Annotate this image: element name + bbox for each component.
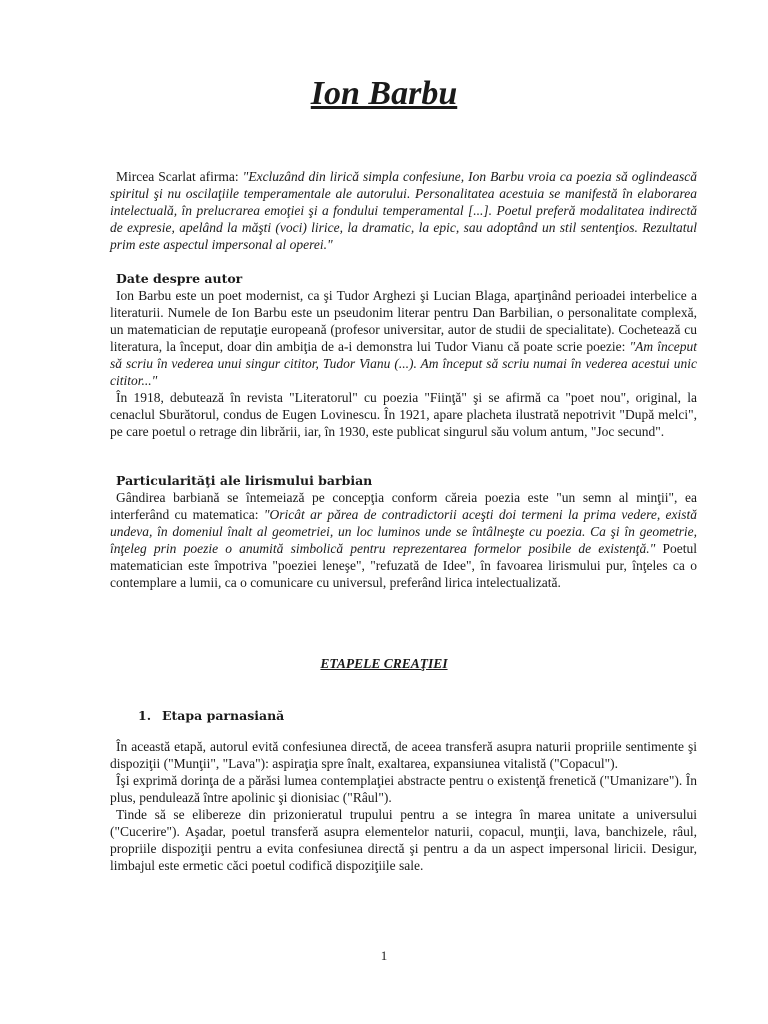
section-title-stages: ETAPELE CREAŢIEI [320, 656, 448, 671]
intro-paragraph-block [110, 168, 697, 253]
author-paragraph-1 [110, 287, 697, 389]
intro-quote: "Excluzând din lirică simpla confesiune, Ion Barbu vroia ca poezia să oglindească spiritul şi nu oscilaţiile temperamentale ale autorului. Personalitatea acestuia se manifestă în elaborarea intelectuală, în prelucrarea emoţiei şi a fondului temperamental [...]. Poetul preferă modalitatea indirectă de expresie, apelând la măşti (voci) lirice, la dramatic, la epic, sau adoptând un stil sentenţios. Rezultatul prim este aspectul impersonal al operei." [110, 169, 698, 252]
lyricism-quote: "Oricât ar părea de contradictorii aceşti doi termeni la prima vedere, există undeva, în domeniul înalt al geometriei, un loc luminos unde se întâlneşte cu poezia. Ca şi în geometrie, înţeleg prin poezie o anumită simbolică pentru reprezentarea formelor posibile de existenţă." [110, 507, 698, 556]
page-title: Ion Barbu [310, 75, 458, 112]
intro-lead: Mircea Scarlat afirma: [116, 169, 243, 184]
lyricism-paragraph [110, 489, 697, 591]
stage-heading-parnassian [138, 708, 284, 723]
stage-paragraph-2: Îşi exprimă dorinţa de a părăsi lumea contemplaţiei abstracte pentru o existenţă frenetică ("Umanizare"). În plus, pendulează între apolinic şi dionisiac ("Râul"). [110, 773, 697, 805]
author-quote: "Am început să scriu în vederea unui singur cititor, Tudor Vianu (...). Am început să scriu numai în vederea acestui unic cititor..." [110, 339, 698, 388]
lyricism-rest: Poetul matematician este împotriva "poeziei leneşe", "refuzată de Idee", în favoarea lirismului pur, înţeles ca o contemplare a lumii, ca o comunicare cu universul, preferând lirica intelectualizată. [110, 541, 697, 590]
section-heading-lyricism: Particularităţi ale lirismului barbian [116, 473, 373, 488]
section-heading-author: Date despre autor [116, 271, 243, 286]
intro-paragraph [110, 168, 697, 253]
stage-heading-text: Etapa parnasiană [162, 708, 285, 723]
section-lyricism-block [110, 472, 697, 591]
stage-parnassian-block [110, 738, 697, 874]
section-author-block [110, 270, 697, 440]
author-text: Ion Barbu este un poet modernist, ca şi Tudor Arghezi şi Lucian Blaga, aparţinând perioadei interbelice a literaturii. Numele de Ion Barbu este un pseudonim literar pentru Dan Barbilian, o personalitate complexă, un matematician de reputaţie europeană (profesor universitar, autor de studii de specialitate). Cochetează cu literatura, la început, doar din ambiţia de a-i demonstra lui Tudor Vianu că poate scrie poezie: [110, 288, 697, 354]
lyricism-text: Gândirea barbiană se întemeiază pe concepţia conform căreia poezia este "un semn al minţii", ea interferând cu matematica: [110, 490, 697, 522]
stage-paragraph-1: În această etapă, autorul evită confesiunea directă, de aceea transferă asupra naturii propriile sentimente şi dispoziţii ("Munţii", "Lava"): aspiraţia spre înalt, exaltarea, expansiunea vitalistă ("Copacul"). [110, 739, 697, 771]
stage-number: 1. [138, 708, 152, 723]
author-paragraph-2: În 1918, debutează în revista "Literatorul" cu poezia "Fiinţă" şi se afirmă ca "poet nou", original, la cenaclul Sburătorul, condus de Eugen Lovinescu. În 1921, apare placheta ilustrată nepotrivit "După melci", pe care poetul o retrage din librării, iar, în 1930, este publicat singurul său volum antum, "Joc secund". [110, 390, 697, 439]
stage-paragraph-3: Tinde să se elibereze din prizonieratul trupului pentru a se integra în marea unitate a universului ("Cucerire"). Aşadar, poetul transferă asupra elementelor naturii, copacul, munţii, lava, banchizele, râul, propriile dispoziţii pentru a evita confesiunea directă şi pentru a da un aspect impersonal liricii. Desigur, limbajul este ermetic căci poetul codifică dispoziţiile sale. [110, 807, 697, 873]
page-number: 1 [380, 948, 388, 963]
